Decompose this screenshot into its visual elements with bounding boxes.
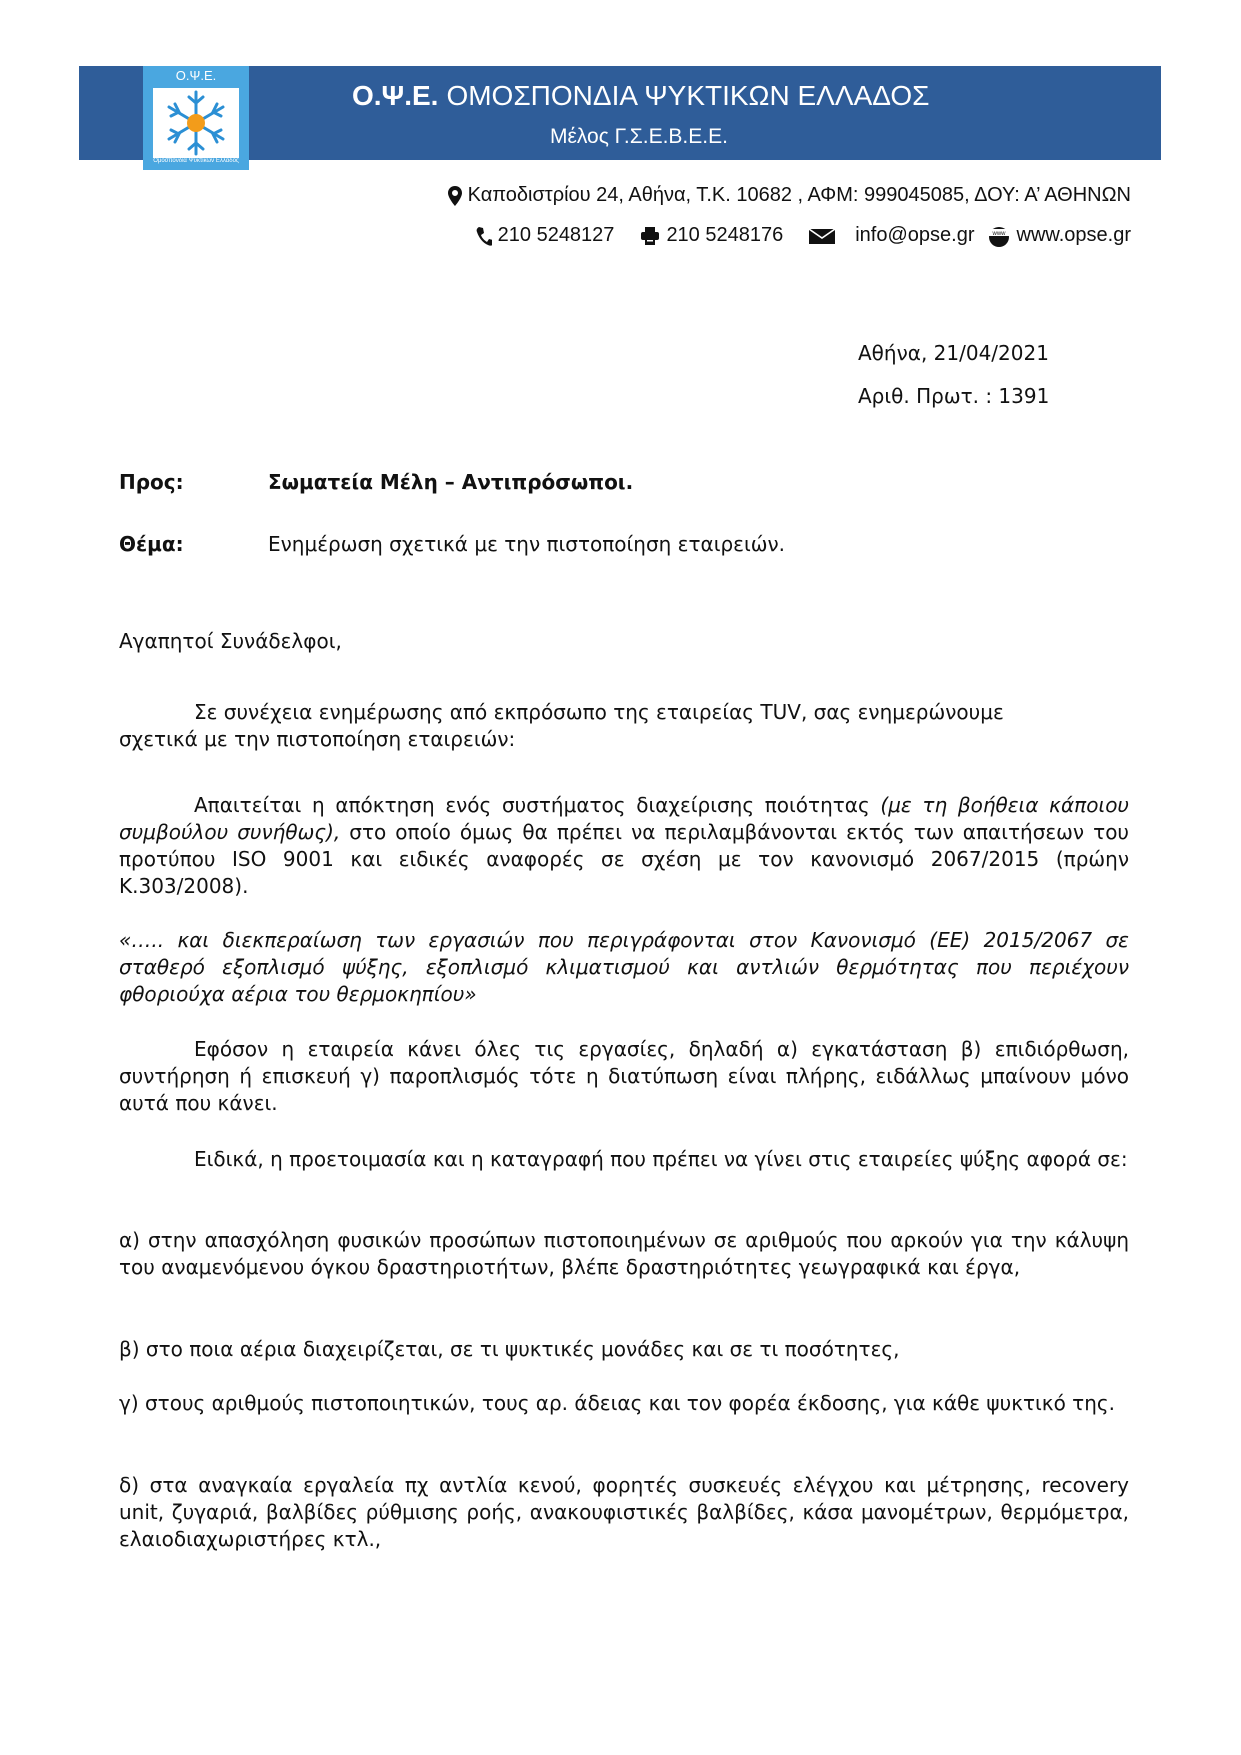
regulation-quote: «….. και διεκπεραίωση των εργασιών που περιγράφονται στον Κανονισμό (ΕΕ) 2015/2067 σε σταθερό εξοπλισμό ψύξης, εξοπλισμό κλιματισμού και αντλιών θερμότητας που περιέχουν φθοριούχα αέρια του θερμοκηπίου» [119,928,1129,1006]
list-item-a: α) στην απασχόληση φυσικών προσώπων πιστοποιημένων σε αριθμούς που αρκούν για την κάλυψη του αναμενόμενου όγκου δραστηριοτήτων, βλέπε δραστηριότητες γεωγραφικά και έργα, [119,1228,1129,1279]
svg-text:www: www [992,230,1005,237]
list-item-b: β) στο ποια αέρια διαχειρίζεται, σε τι ψυκτικές μονάδες και σε τι ποσότητες, [119,1337,900,1361]
contact-line [476,224,1131,247]
org-abbr: Ο.Ψ.Ε. [352,80,439,111]
org-logo [143,66,249,170]
recipient-label: Προς: [119,470,184,494]
subject-label: Θέμα: [119,532,184,556]
paragraph-activities: Εφόσον η εταιρεία κάνει όλες τις εργασίες, δηλαδή α) εγκατάσταση β) επιδιόρθωση, συντήρηση ή επισκευή γ) παροπλισμός τότε η διατύπωση είναι πλήρης, ειδάλλως μπαίνουν μόνο αυτά που κάνει. [119,1037,1129,1115]
logo-title: Ο.Ψ.Ε. [175,68,217,83]
greeting: Αγαπητοί Συνάδελφοι, [119,629,342,653]
fax-icon [640,227,660,245]
email-link[interactable]: info@opse.gr [855,224,975,246]
date-line: Αθήνα, 21/04/2021 [858,341,1049,365]
list-item-c: γ) στους αριθμούς πιστοποιητικών, τους αρ. άδειας και τον φορέα έκδοσης, για κάθε ψυκτικό της. [119,1391,1115,1415]
website-link[interactable]: www.opse.gr [1016,224,1131,246]
quality-text-a: Απαιτείται η απόκτηση ενός συστήματος διαχείρισης ποιότητας [194,793,881,817]
paragraph-intro [119,699,1129,753]
intro-line-2: σχετικά με την πιστοποίηση εταιρειών: [119,727,516,751]
paragraph-quality-system [119,792,1129,900]
protocol-number: Αριθ. Πρωτ. : 1391 [858,384,1050,408]
fax-number: 210 5248176 [666,224,784,246]
web-icon [987,225,1011,247]
snowflake-logo-icon [153,88,239,158]
address-line [448,184,1131,207]
subject-value: Ενημέρωση σχετικά με την πιστοποίηση εταιρειών. [268,532,786,556]
list-item-d: δ) στα αναγκαία εργαλεία πχ αντλία κενού, φορητές συσκευές ελέγχου και μέτρησης, recovery unit, ζυγαριά, βαλβίδες ρύθμισης ροής, ανακουφιστικές βαλβίδες, κάσα μανομέτρων, θερμόμετρα, ελαιοδιαχωριστήρες κτλ., [119,1473,1129,1551]
phone-number: 210 5248127 [497,224,615,246]
logo-caption: Ομοσπονδία Ψυκτικών Ελλάδος [153,158,239,164]
phone-icon [476,226,492,246]
member-of: Μέλος Γ.Σ.Ε.Β.Ε.Ε. [550,125,728,148]
org-title [352,80,929,112]
paragraph-preparation: Ειδικά, η προετοιμασία και η καταγραφή που πρέπει να γίνει στις εταιρείες ψύξης αφορά σε: [194,1147,1128,1171]
recipient-value: Σωματεία Μέλη – Αντιπρόσωποι. [268,470,634,494]
org-name: ΟΜΟΣΠΟΝΔΙΑ ΨΥΚΤΙΚΩΝ ΕΛΛΑΔΟΣ [446,80,930,111]
envelope-icon [809,227,835,245]
quality-text-italic: (με τη βοήθεια κάποιου συμβούλου συνήθως), [119,793,1130,844]
location-pin-icon [448,186,462,206]
intro-line-1: Σε συνέχεια ενημέρωσης από εκπρόσωπο της εταιρείας TUV, σας ενημερώνουμε [194,700,1004,724]
address-text: Καποδιστρίου 24, Αθήνα, Τ.Κ. 10682 , ΑΦΜ: 999045085, ΔΟΥ: Α’ ΑΘΗΝΩΝ [467,184,1131,206]
quality-text-b: στο οποίο όμως θα πρέπει να περιλαμβάνονται εκτός των απαιτήσεων του προτύπου ISO 9001 και ειδικές αναφορές σε σχέση με τον κανονισμό 2067/2015 (πρώην Κ.303/2008). [119,820,1130,898]
